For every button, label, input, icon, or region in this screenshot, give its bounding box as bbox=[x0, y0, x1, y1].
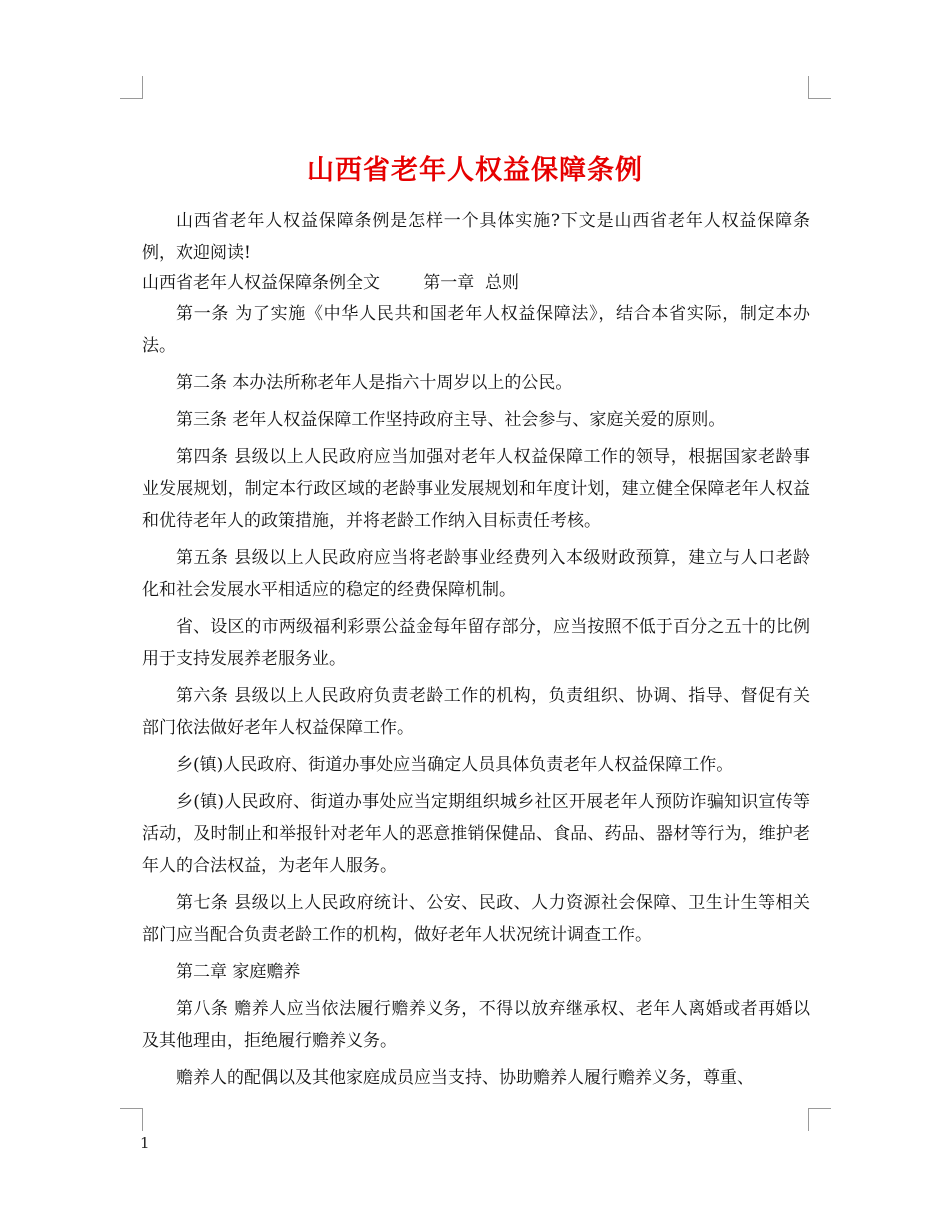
page-number: 1 bbox=[140, 1134, 150, 1152]
chapter-heading: 第二章 家庭赡养 bbox=[176, 962, 301, 982]
paragraph: 第四条 县级以上人民政府应当加强对老年人权益保障工作的领导，根据国家老龄事业发展规划，制定本行政区域的老龄事业发展规划和年度计划，建立健全保障老年人权益和优待老年人的政策措施，并将老龄工作纳入目标责任考核。 bbox=[142, 447, 810, 531]
paragraph: 乡(镇)人民政府、街道办事处应当确定人员具体负责老年人权益保障工作。 bbox=[176, 755, 734, 775]
paragraph: 山西省老年人权益保障条例是怎样一个具体实施?下文是山西省老年人权益保障条例，欢迎阅读! bbox=[142, 211, 810, 263]
crop-mark-bottom-left bbox=[120, 1108, 143, 1131]
paragraph: 第三条 老年人权益保障工作坚持政府主导、社会参与、家庭关爱的原则。 bbox=[176, 410, 726, 430]
paragraph: 第一条 为了实施《中华人民共和国老年人权益保障法》，结合本省实际，制定本办法。 bbox=[142, 304, 810, 356]
paragraph-heading-line: 山西省老年人权益保障条例全文 第一章 总则 bbox=[142, 273, 520, 293]
crop-mark-bottom-right bbox=[808, 1108, 831, 1131]
document-title: 山西省老年人权益保障条例 bbox=[307, 155, 643, 187]
paragraph: 赡养人的配偶以及其他家庭成员应当支持、协助赡养人履行赡养义务，尊重、 bbox=[176, 1068, 754, 1088]
crop-mark-top-right bbox=[808, 76, 831, 99]
crop-mark-top-left bbox=[120, 76, 143, 99]
paragraph: 第五条 县级以上人民政府应当将老龄事业经费列入本级财政预算，建立与人口老龄化和社会发展水平相适应的稳定的经费保障机制。 bbox=[142, 548, 810, 600]
paragraph: 第二条 本办法所称老年人是指六十周岁以上的公民。 bbox=[176, 373, 573, 393]
document-body bbox=[142, 205, 810, 1094]
paragraph: 第八条 赡养人应当依法履行赡养义务，不得以放弃继承权、老年人离婚或者再婚以及其他理由，拒绝履行赡养义务。 bbox=[142, 999, 810, 1051]
paragraph: 乡(镇)人民政府、街道办事处应当定期组织城乡社区开展老年人预防诈骗知识宣传等活动，及时制止和举报针对老年人的恶意推销保健品、食品、药品、器材等行为，维护老年人的合法权益，为老年人服务。 bbox=[142, 792, 810, 876]
paragraph: 第六条 县级以上人民政府负责老龄工作的机构，负责组织、协调、指导、督促有关部门依法做好老年人权益保障工作。 bbox=[142, 686, 810, 738]
paragraph: 省、设区的市两级福利彩票公益金每年留存部分，应当按照不低于百分之五十的比例用于支持发展养老服务业。 bbox=[142, 617, 810, 669]
paragraph: 第七条 县级以上人民政府统计、公安、民政、人力资源社会保障、卫生计生等相关部门应当配合负责老龄工作的机构，做好老年人状况统计调查工作。 bbox=[142, 893, 810, 945]
